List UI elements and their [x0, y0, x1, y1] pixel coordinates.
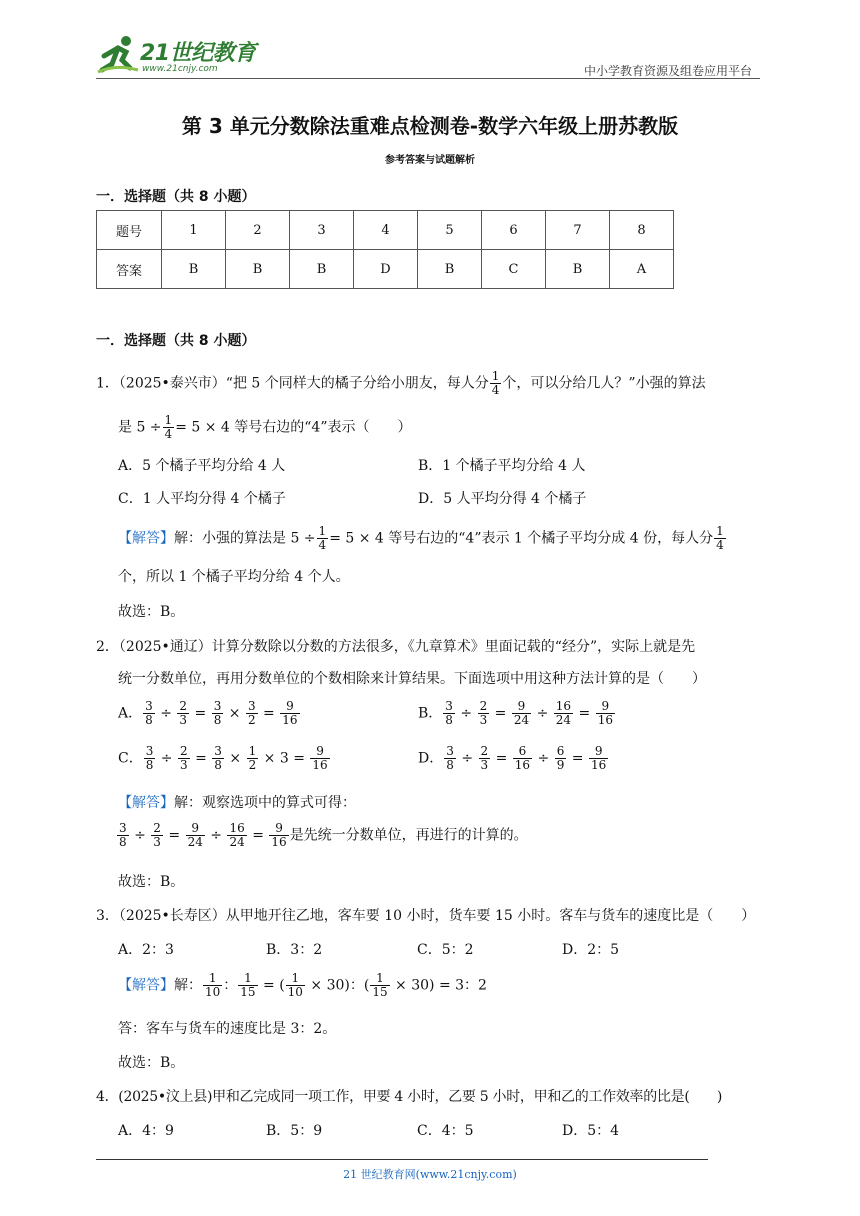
q4-option-b: B．5：9	[266, 1123, 323, 1139]
table-cell: B	[226, 250, 290, 289]
answer-table	[96, 210, 674, 289]
fraction: $\frac{1}{4}$	[164, 413, 173, 441]
q3-choose: 故选：B。	[118, 1055, 185, 1071]
q4-stem: 4．(2025•汶上县)甲和乙完成同一项工作，甲要 4 小时，乙要 5 小时，甲和乙的工作效率的比是( )	[96, 1089, 723, 1105]
q2-choose: 故选：B。	[118, 874, 185, 890]
table-row	[97, 250, 674, 289]
table-cell: B	[290, 250, 354, 289]
solution-tag: 【解答】	[118, 530, 174, 547]
table-cell: 5	[418, 211, 482, 250]
q1-solution-line2: 个，所以 1 个橘子平均分给 4 个人。	[118, 569, 350, 585]
fraction: $\frac{1}{4}$	[491, 369, 500, 397]
q1-option-c: C．1 人平均分得 4 个橘子	[118, 491, 286, 507]
q4-option-d: D．5：4	[562, 1123, 620, 1139]
q2-option-d: D． $\frac{3}{8}$ ÷ $\frac{2}{3}$ = $\frac{6}{16}$ ÷ $\frac{6}{9}$ = $\frac{9}{16}$	[418, 744, 607, 772]
header-platform-text: 中小学教育资源及组卷应用平台	[583, 64, 752, 78]
page-subtitle: 参考答案与试题解析	[385, 155, 475, 166]
q3-option-b: B．3：2	[266, 942, 323, 958]
q2-stem-line2: 统一分数单位，再用分数单位的个数相除来计算结果。下面选项中用这种方法计算的是（ ）	[118, 671, 706, 687]
q1-stem-line2: 是 5 ÷ $\frac{1}{4}$ = 5 × 4 等号右边的“4”表示（ ）	[118, 413, 412, 441]
table-cell: 题号	[97, 211, 162, 250]
q4-option-c: C．4：5	[417, 1123, 474, 1139]
table-cell: 答案	[97, 250, 162, 289]
q3-option-a: A．2：3	[118, 942, 174, 958]
q1-option-b: B．1 个橘子平均分给 4 人	[418, 458, 586, 474]
table-cell: 6	[482, 211, 546, 250]
q3-option-c: C．5：2	[417, 942, 474, 958]
q1-choose: 故选：B。	[118, 604, 185, 620]
table-cell: 8	[610, 211, 674, 250]
q1-option-d: D．5 人平均分得 4 个橘子	[418, 491, 587, 507]
table-cell: B	[546, 250, 610, 289]
q2-stem-line1: 2．（2025•通辽）计算分数除以分数的方法很多，《九章算术》里面记载的“经分”，实际上就是先	[96, 639, 696, 655]
fraction: $\frac{1}{4}$	[318, 524, 327, 552]
footer-divider	[96, 1159, 708, 1160]
footer-link[interactable]: 21 世纪教育网(www.21cnjy.com)	[343, 1168, 517, 1181]
header-divider	[96, 78, 760, 79]
solution-tag: 【解答】	[118, 795, 174, 811]
q3-option-d: D．2：5	[562, 942, 620, 958]
q3-answer: 答：客车与货车的速度比是 3：2。	[118, 1021, 337, 1037]
logo-text: 21世纪教育	[140, 41, 256, 66]
table-cell: 2	[226, 211, 290, 250]
q2-option-b: B． $\frac{3}{8}$ ÷ $\frac{2}{3}$ = $\frac{9}{24}$ ÷ $\frac{16}{24}$ = $\frac{9}{16}$	[418, 699, 613, 727]
q1-solution-line1: 【解答】解：小强的算法是 5 ÷ $\frac{1}{4}$ = 5 × 4 等号右边的“4”表示 1 个橘子平均分成 4 份，每人分 $\frac{1}{4}$	[118, 524, 724, 552]
q1-option-a: A．5 个橘子平均分给 4 人	[118, 458, 286, 474]
page-title: 第 3 单元分数除法重难点检测卷-数学六年级上册苏教版	[181, 114, 679, 138]
site-logo	[96, 34, 266, 80]
table-cell: C	[482, 250, 546, 289]
q4-option-a: A．4：9	[118, 1123, 174, 1139]
q1-stem-line1: 1．（2025•泰兴市）“把 5 个同样大的橘子分给小朋友，每人分 $\frac{1}{4}$ 个，可以分给几人？”小强的算法	[96, 369, 706, 397]
section-heading-1: 一．选择题（共 8 小题）	[96, 189, 256, 205]
q2-option-c: C． $\frac{3}{8}$ ÷ $\frac{2}{3}$ = $\frac{3}{8}$ × $\frac{1}{2}$ × 3 = $\frac{9}{16}$	[118, 744, 328, 772]
section-heading-2: 一．选择题（共 8 小题）	[96, 333, 256, 349]
table-cell: B	[418, 250, 482, 289]
logo-url: www.21cnjy.com	[142, 64, 218, 74]
table-cell: 3	[290, 211, 354, 250]
table-cell: B	[162, 250, 226, 289]
solution-tag: 【解答】	[118, 977, 174, 994]
table-cell: 1	[162, 211, 226, 250]
q2-solution-line1: 【解答】解：观察选项中的算式可得：	[118, 795, 356, 811]
q2-solution-line2: $\frac{3}{8}$ ÷ $\frac{2}{3}$ = $\frac{9}{24}$ ÷ $\frac{16}{24}$ = $\frac{9}{16}$ 是先统一分数单位，再进行的计算的。	[119, 821, 528, 849]
q3-solution-line1: 【解答】解： $\frac{1}{10}$ ： $\frac{1}{15}$ = ( $\frac{1}{10}$ × 30)：( $\frac{1}{15}$ × 30) = 3：2	[118, 971, 487, 999]
table-cell: 7	[546, 211, 610, 250]
table-cell: A	[610, 250, 674, 289]
q3-stem: 3．（2025•长寿区）从甲地开往乙地，客车要 10 小时，货车要 15 小时。客车与货车的速度比是（ ）	[96, 908, 756, 924]
table-cell: 4	[354, 211, 418, 250]
runner-icon	[96, 34, 140, 74]
table-cell: D	[354, 250, 418, 289]
q2-option-a: A． $\frac{3}{8}$ ÷ $\frac{2}{3}$ = $\frac{3}{8}$ × $\frac{3}{2}$ = $\frac{9}{16}$	[118, 699, 298, 727]
fraction: $\frac{1}{4}$	[716, 524, 724, 552]
table-row	[97, 211, 674, 250]
